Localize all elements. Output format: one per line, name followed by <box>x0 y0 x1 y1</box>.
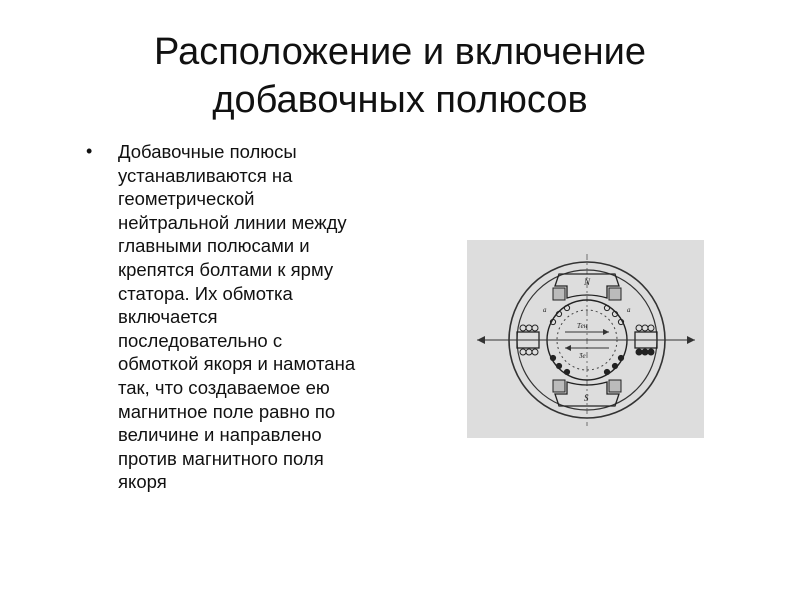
main-pole-south-coil-right <box>609 380 621 392</box>
slide-title-line-1: Расположение и включение <box>154 31 646 73</box>
machine-diagram <box>467 240 704 438</box>
label-north-pole: N <box>584 277 591 287</box>
bullet-list <box>86 140 416 494</box>
bullet-line: обмоткой якоря и намотана <box>118 353 356 375</box>
interpole-field-arrow-head-icon <box>565 345 571 351</box>
label-upper-right: а <box>627 306 631 314</box>
bullet-line: включается <box>118 306 218 328</box>
label-upper-left: а <box>543 306 547 314</box>
arrow-right-icon <box>687 336 695 344</box>
bullet-line: якоря <box>118 471 167 493</box>
main-pole-south-coil-left <box>553 380 565 392</box>
bullet-line: нейтральной линии между <box>118 211 347 233</box>
interpole-coil-right <box>636 349 642 355</box>
label-lower-field: Ӡе <box>579 352 586 360</box>
bullet-line: величине и направлено <box>118 424 322 446</box>
main-pole-north-coil-right <box>609 288 621 300</box>
interpole-coil-right <box>648 349 654 355</box>
interpole-coil-right <box>642 325 648 331</box>
bullet-line: последовательно с <box>118 329 283 351</box>
slide-title-line-2: добавочных полюсов <box>212 79 588 121</box>
interpole-coil-left <box>532 349 538 355</box>
interpole-coil-left <box>526 325 532 331</box>
arrow-left-icon <box>477 336 485 344</box>
interpole-coil-left <box>520 325 526 331</box>
bullet-dot-icon: • <box>86 141 93 161</box>
bullet-line: Добавочные полюсы <box>118 141 297 162</box>
label-upper-field: Тен <box>577 322 588 330</box>
interpole-coil-right <box>636 325 642 331</box>
bullet-line: главными полюсами и <box>118 235 310 257</box>
bullet-line: против магнитного поля <box>118 447 324 469</box>
main-pole-north-coil-left <box>553 288 565 300</box>
armature-field-arrow-head-icon <box>603 329 609 335</box>
bullet-line: устанавливаются на <box>118 164 293 186</box>
label-south-pole: S <box>584 393 589 403</box>
interpole-coil-left <box>520 349 526 355</box>
bullet-line: так, что создаваемое ею <box>118 376 330 398</box>
slide-title <box>40 28 760 124</box>
bullet-line: крепятся болтами к ярму <box>118 258 334 280</box>
bullet-line: статора. Их обмотка <box>118 282 293 304</box>
bullet-line: магнитное поле равно по <box>118 400 336 422</box>
bullet-line: геометрической <box>118 188 255 210</box>
interpole-coil-left <box>532 325 538 331</box>
machine-diagram-svg <box>467 240 704 438</box>
interpole-coil-right <box>642 349 648 355</box>
bullet-item <box>86 140 416 494</box>
interpole-coil-left <box>526 349 532 355</box>
interpole-coil-right <box>648 325 654 331</box>
